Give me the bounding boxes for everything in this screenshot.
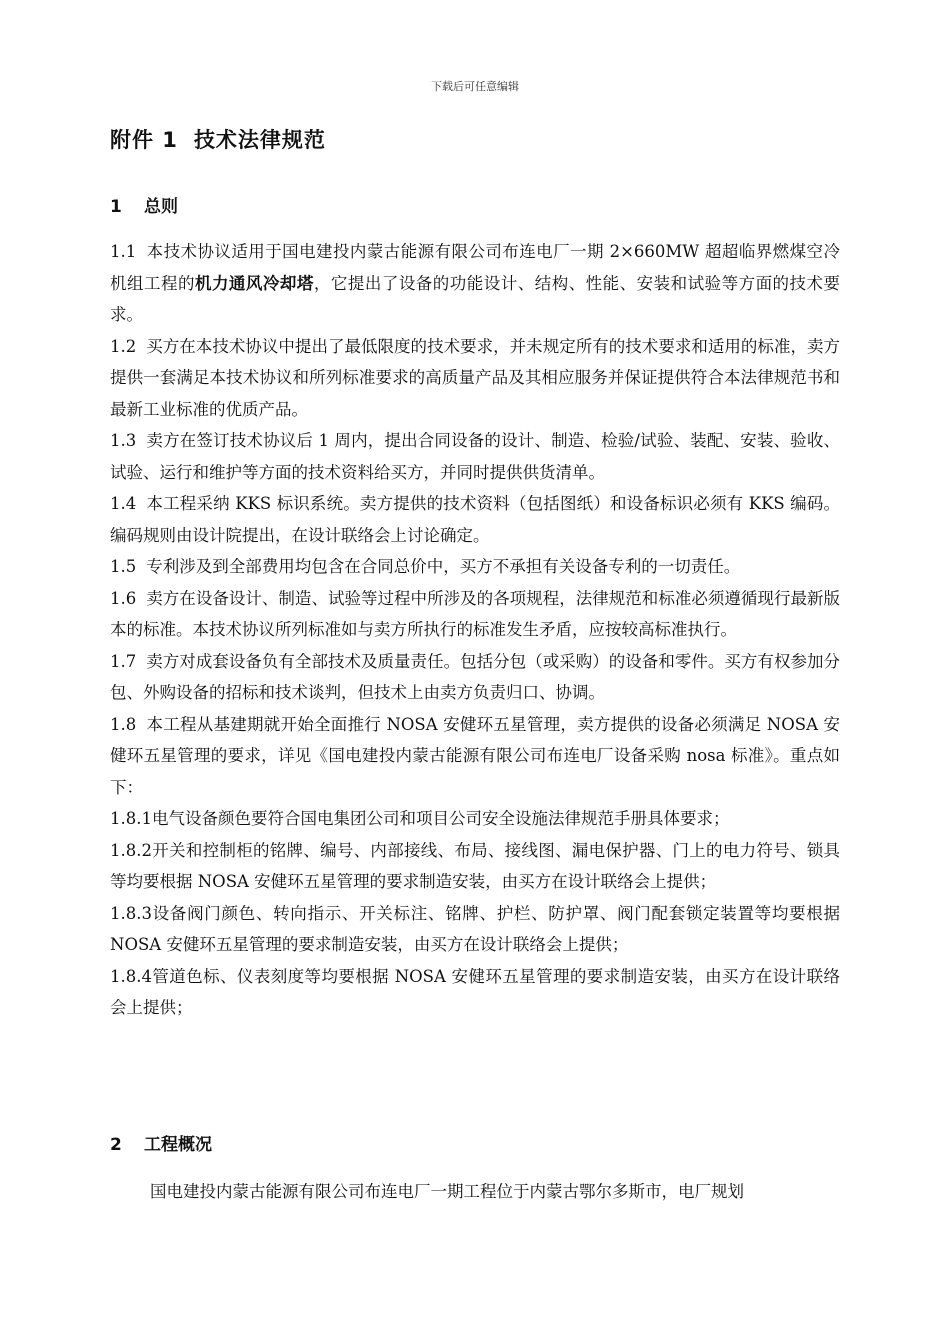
clause-number: 1.4 xyxy=(110,494,137,513)
clause-text: ，它提出了设备的功能设计、结构、性能、安装和试验等方面的技术要求。 xyxy=(110,273,841,324)
clause-text: 本技术协议适用于国电建投内蒙古能源有限公司布连电厂一期 2×660MW 超超临界燃煤空冷机组工程的 xyxy=(110,242,840,293)
clause-number: 1.7 xyxy=(110,651,137,671)
clause-number: 1.3 xyxy=(110,431,137,450)
clause-number: 1.1 xyxy=(110,242,137,261)
clause-number: 1.5 xyxy=(110,557,137,576)
title-text: 技术法律规范 xyxy=(193,128,326,152)
section-1-number: 1 xyxy=(110,197,122,217)
clause-1-8-2 xyxy=(110,835,840,898)
clause-text: 本工程采纳 KKS 标识系统。卖方提供的技术资料（包括图纸）和设备标识必须有 KKS 编码。编码规则由设计院提出，在设计联络会上讨论确定。 xyxy=(110,494,840,545)
clause-text: 买方在本技术协议中提出了最低限度的技术要求，并未规定所有的技术要求和适用的标准，卖方提供一套满足本技术协议和所列标准要求的高质量产品及其相应服务并保证提供符合本法律规范书和最新工业标准的优质产品。 xyxy=(110,336,840,419)
section-2-heading xyxy=(110,1130,212,1155)
clause-text: 专利涉及到全部费用均包含在合同总价中，买方不承担有关设备专利的一切责任。 xyxy=(146,557,741,576)
clause-1-2 xyxy=(110,331,840,426)
clause-1-8-1 xyxy=(110,803,840,835)
clause-text: 电气设备颜色要符合国电集团公司和项目公司安全设施法律规范手册具体要求； xyxy=(151,809,730,828)
clause-text: 卖方在设备设计、制造、试验等过程中所涉及的各项规程，法律规范和标准必须遵循现行最新版本的标准。本技术协议所列标准如与卖方所执行的标准发生矛盾，应按较高标准执行。 xyxy=(110,588,840,639)
title-number: 附件 1 xyxy=(110,128,178,152)
clause-1-5 xyxy=(110,551,840,583)
section-1-body xyxy=(110,236,840,1024)
clause-number: 1.2 xyxy=(110,336,137,356)
clause-number: 1.8.2 xyxy=(110,840,152,860)
clause-1-8 xyxy=(110,709,840,804)
clause-text: 管道色标、仪表刻度等均要根据 NOSA 安健环五星管理的要求制造安装，由买方在设计联络会上提供； xyxy=(110,966,840,1017)
clause-number: 1.8.4 xyxy=(110,966,152,986)
section-2-title: 工程概况 xyxy=(144,1135,212,1155)
clause-text: 开关和控制柜的铭牌、编号、内部接线、布局、接线图、漏电保护器、门上的电力符号、锁具等均要根据 NOSA 安健环五星管理的要求制造安装，由买方在设计联络会上提供； xyxy=(110,840,840,891)
clause-bold-text: 机力通风冷却塔 xyxy=(194,273,314,293)
clause-number: 1.8.3 xyxy=(110,903,152,923)
clause-number: 1.8.1 xyxy=(110,809,152,828)
clause-1-3 xyxy=(110,425,840,488)
clause-1-4 xyxy=(110,488,840,551)
section-1-title: 总则 xyxy=(144,197,178,217)
clause-text: 卖方对成套设备负有全部技术及质量责任。包括分包（或采购）的设备和零件。买方有权参加分包、外购设备的招标和技术谈判，但技术上由卖方负责归口、协调。 xyxy=(110,651,840,702)
section-2-paragraph: 国电建投内蒙古能源有限公司布连电厂一期工程位于内蒙古鄂尔多斯市，电厂规划 xyxy=(150,1182,744,1201)
page-header-watermark: 下载后可任意编辑 xyxy=(431,80,519,93)
clause-number: 1.8 xyxy=(110,714,137,734)
section-2-number: 2 xyxy=(110,1135,122,1155)
clause-1-7 xyxy=(110,646,840,709)
clause-text: 卖方在签订技术协议后 1 周内，提出合同设备的设计、制造、检验/试验、装配、安装、验收、试验、运行和维护等方面的技术资料给买方，并同时提供供货清单。 xyxy=(110,431,840,482)
clause-text: 本工程从基建期就开始全面推行 NOSA 安健环五星管理，卖方提供的设备必须满足 NOSA 安健环五星管理的要求，详见《国电建投内蒙古能源有限公司布连电厂设备采购 nosa 标准》。重点如下： xyxy=(110,714,840,797)
clause-1-8-4 xyxy=(110,961,840,1024)
clause-1-8-3 xyxy=(110,898,840,961)
clause-text: 设备阀门颜色、转向指示、开关标注、铭牌、护栏、防护罩、阀门配套锁定装置等均要根据 NOSA 安健环五星管理的要求制造安装，由买方在设计联络会上提供； xyxy=(110,903,840,954)
clause-1-1 xyxy=(110,236,840,331)
clause-1-6 xyxy=(110,583,840,646)
document-title xyxy=(110,124,326,154)
clause-number: 1.6 xyxy=(110,588,137,608)
section-1-heading xyxy=(110,192,178,217)
